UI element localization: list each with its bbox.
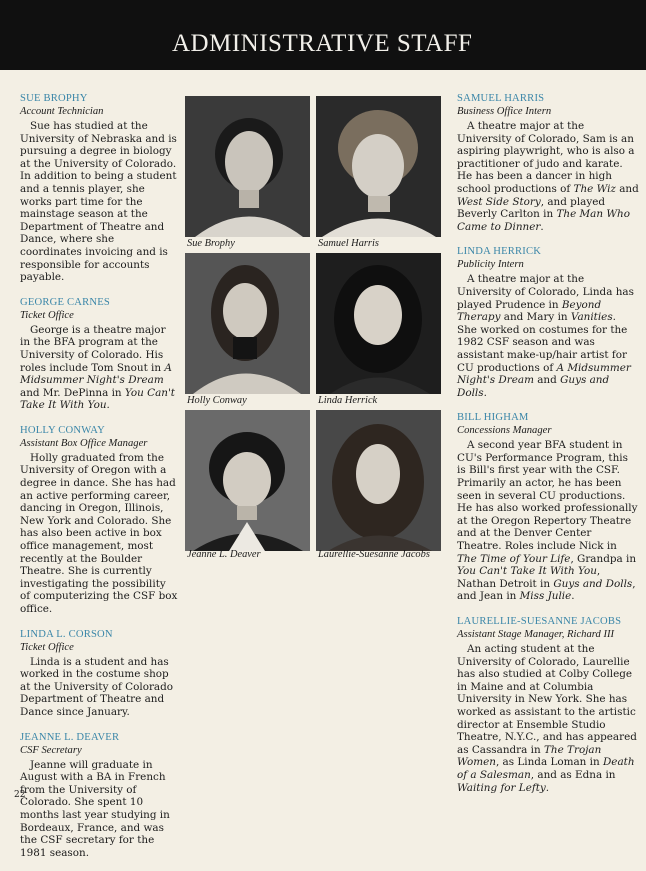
left-column xyxy=(20,92,178,871)
portrait-image xyxy=(316,410,441,551)
portrait-photo xyxy=(316,253,441,394)
portrait-photo xyxy=(185,96,310,237)
staff-bio: An acting student at the University of Colorado, Laurellie has also studied at Colby College in Maine and at Columbia University in New York. She has worked as assistant to the artistic director at Ensemble Studio Theatre, N.Y.C., and has appeared as Cassandra in The Trojan Women, as Linda Loman in Death of a Salesman, and as Edna in Waiting for Lefty. xyxy=(457,643,637,794)
staff-role: Ticket Office xyxy=(20,309,74,321)
bio-entry xyxy=(457,92,639,233)
portrait-image xyxy=(185,410,310,551)
staff-bio: A theatre major at the University of Colorado, Sam is an aspiring playwright, who is also a practitioner of judo and karate. He has been a dancer in high school productions of The Wiz and West Side Story, and played Beverly Carlton in The Man Who Came to Dinner. xyxy=(457,120,639,233)
staff-bio: Holly graduated from the University of Oregon with a degree in dance. She has had an active performing career, dancing in Oregon, Illinois, New York and Colorado. She has also been active in box office management, most recently at the Boulder Theatre. She is currently investigating the possibility of computerizing the CSF box office. xyxy=(20,451,178,615)
photo-caption: Laurellie-Suesanne Jacobs xyxy=(318,549,430,560)
staff-name: GEORGE CARNES xyxy=(20,296,111,308)
bio-entry xyxy=(20,92,178,284)
page-header xyxy=(0,0,646,70)
staff-bio: Sue has studied at the University of Nebraska and is pursuing a degree in biology at the University of Colorado. In addition to being a student and a tennis player, she works part time for the mainstage season at the Department of Theatre and Dance, where she coordinates invoicing and is responsible for accounts payable. xyxy=(20,120,177,284)
page-number: 22 xyxy=(14,790,26,800)
staff-name: BILL HIGHAM xyxy=(457,412,529,424)
staff-name: SAMUEL HARRIS xyxy=(457,93,545,104)
staff-role: Publicity Intern xyxy=(457,259,524,271)
staff-role: Account Technician xyxy=(20,106,104,117)
staff-bio: A theatre major at the University of Colorado, Linda has played Prudence in Beyond Therapy and Mary in Vanities. She worked on costumes for the 1982 CSF season and was assistant make-up/hair artist for CU productions of A Midsummer Night's Dream and Guys and Dolls. xyxy=(457,273,634,399)
portrait-image xyxy=(185,96,310,237)
portrait-image xyxy=(185,253,310,394)
staff-role: CSF Secretary xyxy=(20,744,82,756)
bio-entry xyxy=(457,615,639,794)
staff-bio: Linda is a student and has worked in the costume shop at the University of Colorado Department of Theatre and Dance since January. xyxy=(20,655,174,718)
bio-entry xyxy=(20,628,178,719)
staff-name: JEANNE L. DEAVER xyxy=(20,731,120,743)
bio-entry xyxy=(20,731,178,860)
portrait-photo xyxy=(185,253,310,394)
staff-name: LINDA L. CORSON xyxy=(20,628,113,640)
bio-entry xyxy=(20,424,178,616)
photo-caption: Jeanne L. Deaver xyxy=(187,549,261,560)
staff-role: Assistant Box Office Manager xyxy=(20,437,148,449)
staff-name: HOLLY CONWAY xyxy=(20,424,106,436)
staff-bio: A second year BFA student in CU's Performance Program, this is Bill's first year with the CSF. Primarily an actor, he has been seen in several CU productions. He has also worked professionally at the Oregon Repertory Theatre and at the Denver Center Theatre. Roles include Nick in The Time of Your Life, Grandpa in You Can't Take It With You, Nathan Detroit in Guys and Dolls, and Jean in Miss Julie. xyxy=(457,439,638,603)
staff-role: Ticket Office xyxy=(20,641,74,653)
portrait-image xyxy=(316,253,441,394)
staff-name: SUE BROPHY xyxy=(20,93,88,104)
bio-entry xyxy=(457,411,639,603)
portrait-photo xyxy=(185,410,310,551)
photo-caption: Samuel Harris xyxy=(318,238,379,249)
bio-entry xyxy=(20,296,178,412)
portrait-image xyxy=(316,96,441,237)
right-column xyxy=(457,92,639,806)
staff-bio: George is a theatre major in the BFA program at the University of Colorado. His roles include Tom Snout in A Midsummer Night's Dream and Mr. DePinna in You Can't Take It With You. xyxy=(20,323,175,412)
staff-role: Business Office Intern xyxy=(457,106,552,117)
photo-caption: Holly Conway xyxy=(187,395,247,406)
bio-entry xyxy=(457,245,639,399)
staff-name: LAURELLIE-SUESANNE JACOBS xyxy=(457,616,622,627)
portrait-photo xyxy=(316,96,441,237)
photo-caption: Linda Herrick xyxy=(318,395,378,406)
staff-role: Concessions Manager xyxy=(457,425,552,437)
photo-caption: Sue Brophy xyxy=(187,238,235,249)
staff-bio: Jeanne will graduate in August with a BA in French from the University of Colorado. She spent 10 months last year studying in Bordeaux, France, and was the CSF secretary for the 1981 season. xyxy=(20,758,170,859)
staff-role: Assistant Stage Manager, Richard III xyxy=(457,629,615,640)
page-title: ADMINISTRATIVE STAFF xyxy=(172,30,473,57)
staff-name: LINDA HERRICK xyxy=(457,246,542,258)
portrait-photo xyxy=(316,410,441,551)
